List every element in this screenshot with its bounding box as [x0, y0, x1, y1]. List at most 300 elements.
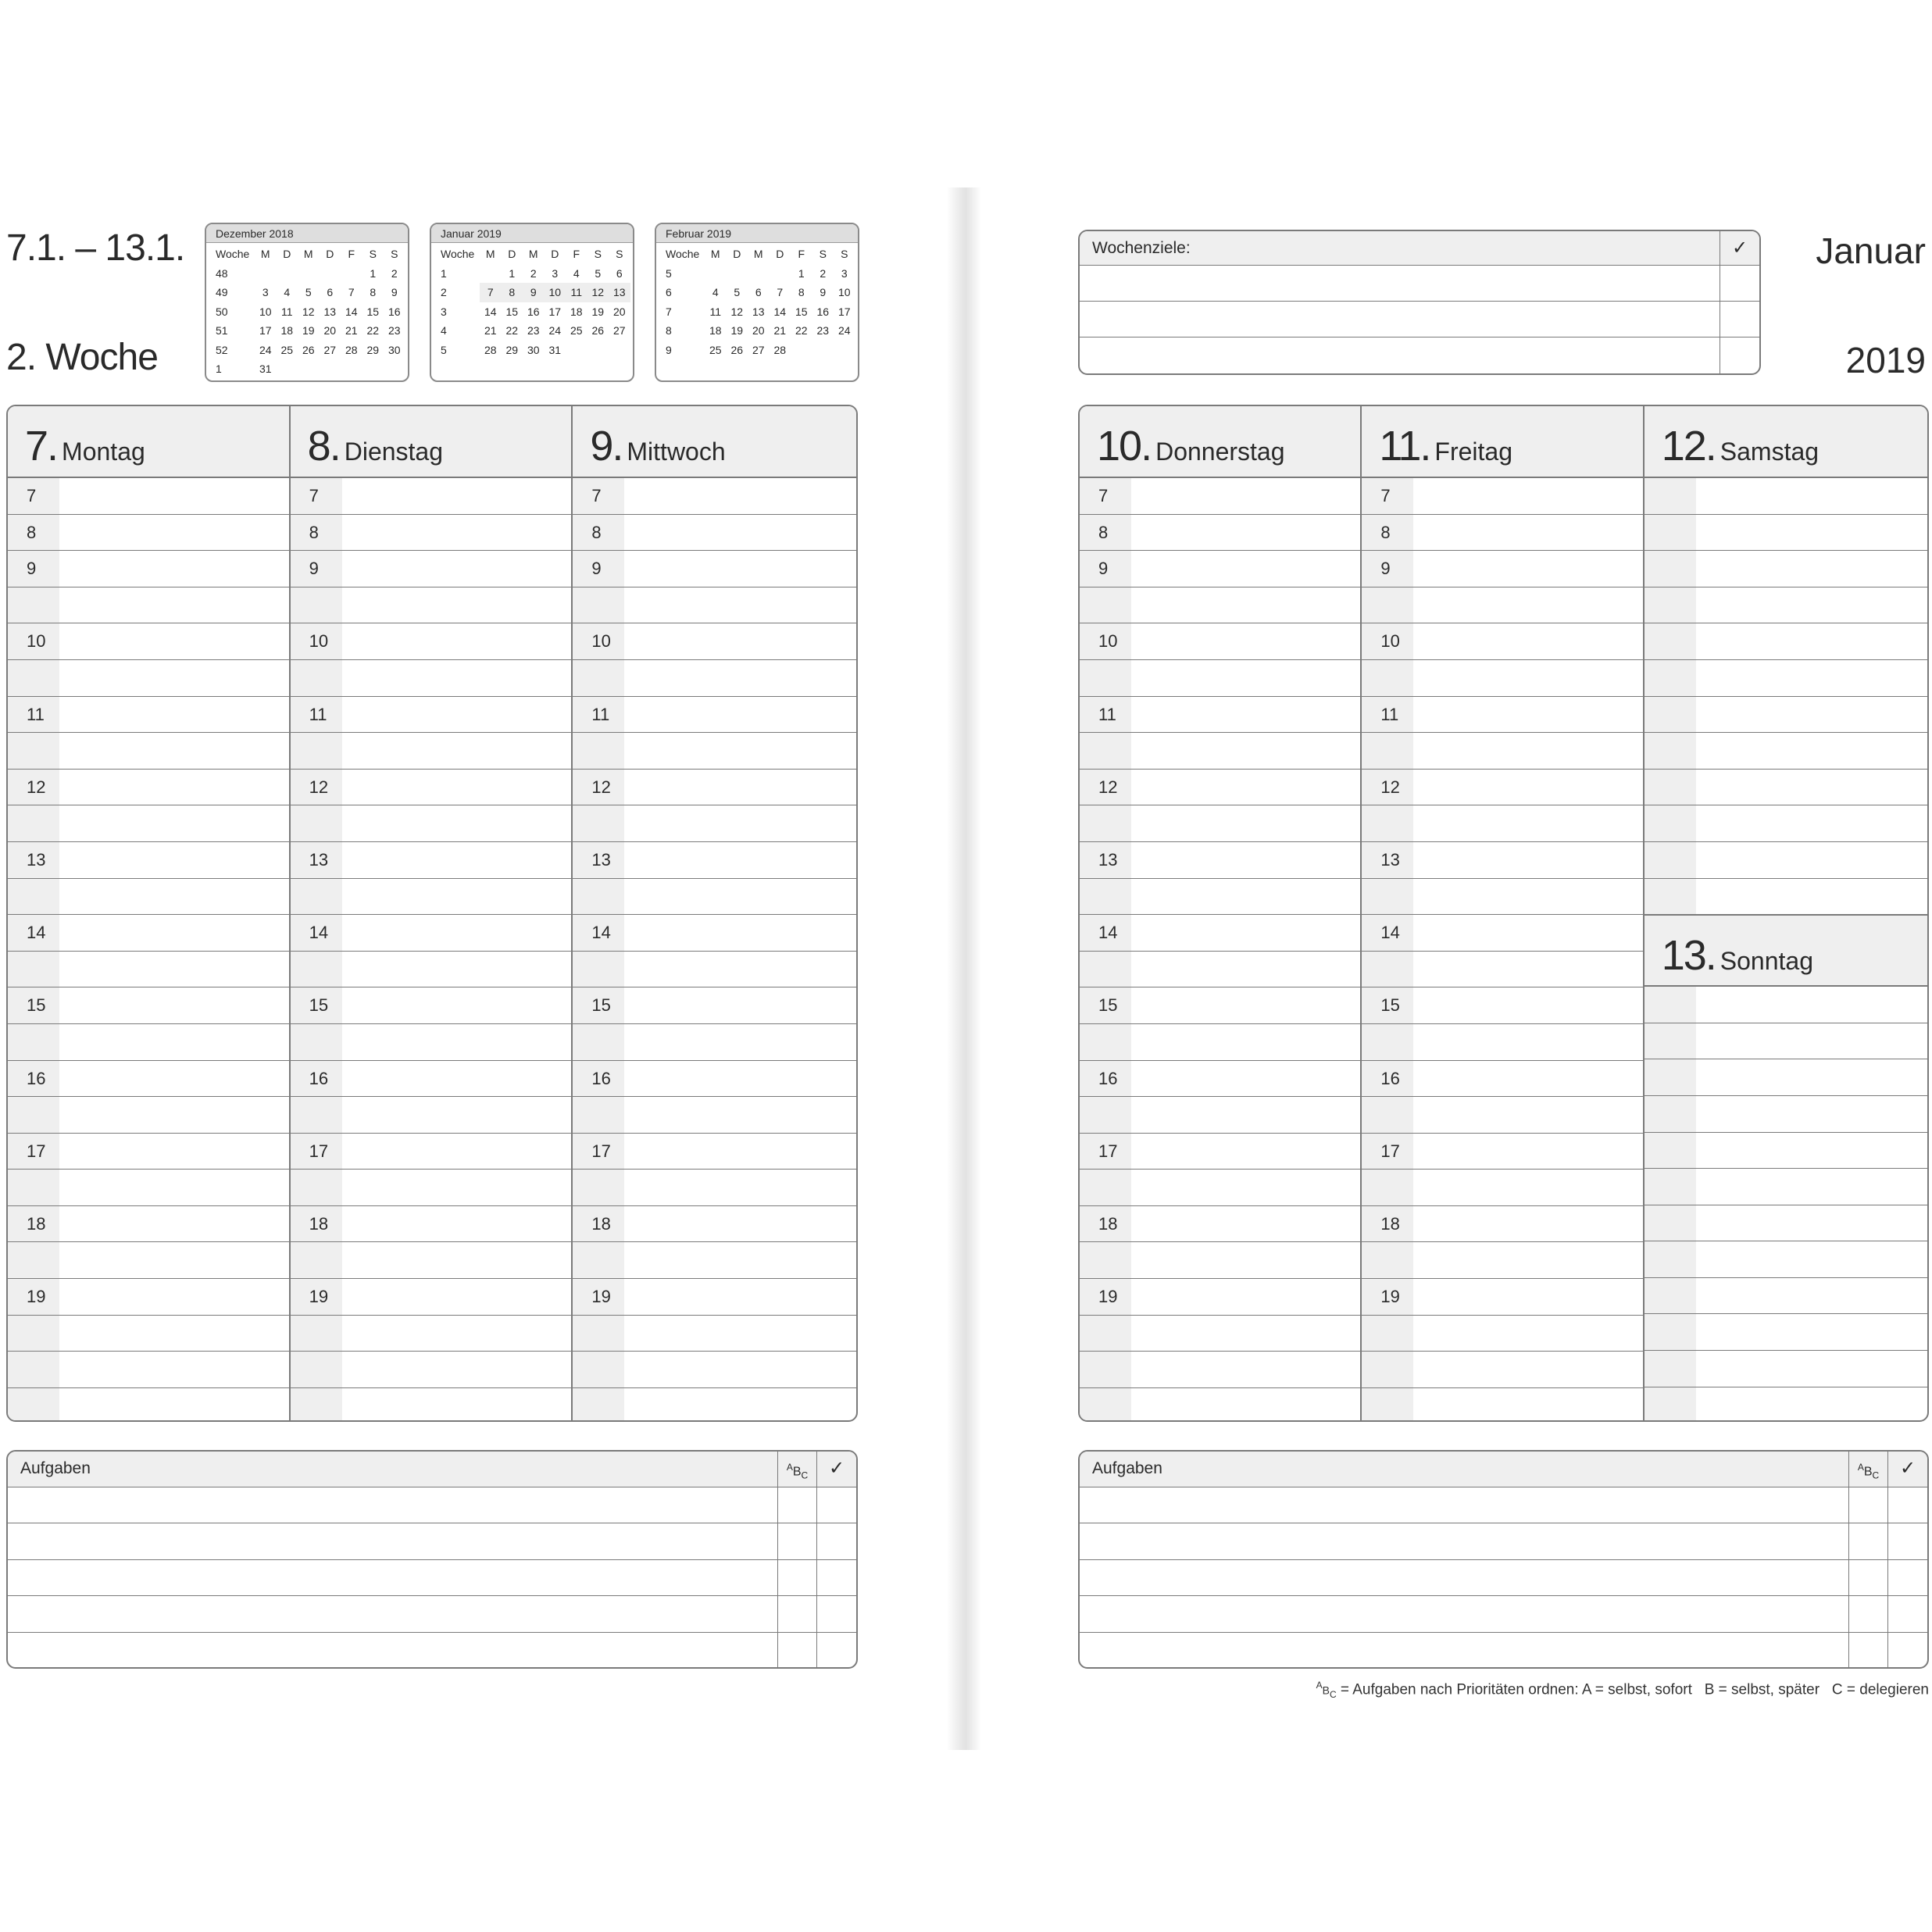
hour-label	[573, 1024, 624, 1060]
goal-text-cell[interactable]	[1080, 266, 1720, 301]
hour-label	[8, 1242, 59, 1278]
hour-cell	[1645, 478, 1696, 514]
time-slot-row[interactable]	[573, 1024, 856, 1061]
hour-label: 13	[573, 842, 624, 878]
priority-cell[interactable]	[778, 1633, 817, 1669]
hour-label: 19	[1080, 1279, 1131, 1315]
time-slot-row[interactable]	[1080, 915, 1360, 952]
time-slot-row[interactable]	[573, 733, 856, 770]
time-slot-row[interactable]	[573, 623, 856, 660]
time-slot-row[interactable]	[291, 1061, 572, 1098]
hour-label: 12	[1362, 770, 1413, 805]
time-slot-row[interactable]	[8, 733, 289, 770]
time-slot-row[interactable]	[1362, 587, 1642, 624]
hour-label: 10	[291, 623, 342, 659]
hour-cell	[1645, 587, 1696, 623]
time-slot-row[interactable]	[291, 1024, 572, 1061]
hour-label: 10	[573, 623, 624, 659]
time-slot-row[interactable]	[8, 1061, 289, 1098]
time-slot-row[interactable]	[291, 478, 572, 515]
left-day-planner	[6, 405, 858, 1422]
day-number	[25, 422, 145, 470]
time-slot-row[interactable]	[1080, 1279, 1360, 1316]
hour-label: 9	[1080, 551, 1131, 587]
task-text-cell[interactable]	[1080, 1560, 1849, 1595]
hour-label	[1362, 733, 1413, 769]
time-slot-row[interactable]	[8, 770, 289, 806]
time-slot-row[interactable]	[291, 770, 572, 806]
mini-calendar-day: 27	[752, 343, 765, 356]
mini-calendar-day: 10	[545, 283, 566, 302]
time-slot-row[interactable]	[1080, 551, 1360, 587]
hour-label: 11	[1080, 697, 1131, 733]
time-slot-row[interactable]	[291, 879, 572, 916]
time-slot-row[interactable]	[1362, 697, 1642, 734]
time-slot-row[interactable]	[1080, 733, 1360, 770]
hour-label: 14	[573, 915, 624, 951]
task-text-cell[interactable]	[8, 1596, 778, 1631]
time-slot-row[interactable]	[573, 1134, 856, 1170]
hour-label: 16	[573, 1061, 624, 1097]
task-row[interactable]	[1080, 1596, 1927, 1632]
priority-cell[interactable]	[1849, 1523, 1888, 1559]
time-slot-row[interactable]	[573, 915, 856, 952]
mini-calendar-day: 29	[505, 343, 519, 356]
task-row[interactable]	[1080, 1633, 1927, 1669]
mini-calendar-day: 24	[259, 343, 272, 356]
task-text-cell[interactable]	[1080, 1596, 1849, 1631]
time-slot-row[interactable]	[291, 515, 572, 552]
time-slot-row[interactable]	[291, 1170, 572, 1206]
time-slot-row[interactable]	[291, 733, 572, 770]
time-slot-row[interactable]	[8, 842, 289, 879]
time-slot-row[interactable]	[1645, 1059, 1927, 1096]
checkbox-cell[interactable]	[817, 1633, 856, 1669]
mini-calendar-day: 15	[366, 305, 380, 318]
time-slot-row[interactable]	[8, 551, 289, 587]
hour-label	[1080, 1097, 1131, 1133]
time-slot-row[interactable]	[291, 551, 572, 587]
time-slot-row[interactable]	[1645, 1023, 1927, 1060]
checkbox-cell[interactable]	[1720, 266, 1759, 301]
time-slot-row[interactable]	[1080, 1134, 1360, 1170]
mini-calendar-header-cell: D	[551, 248, 559, 260]
hour-label: 15	[291, 987, 342, 1023]
time-slot-row[interactable]	[1645, 623, 1927, 660]
time-slot-row[interactable]	[1645, 1169, 1927, 1205]
hour-label	[573, 733, 624, 769]
time-slot-row[interactable]	[1362, 805, 1642, 842]
task-text-cell[interactable]	[8, 1523, 778, 1559]
time-slot-row[interactable]	[1645, 1096, 1927, 1133]
time-slot-row[interactable]	[8, 1242, 289, 1279]
time-slot-row[interactable]	[573, 1388, 856, 1422]
mini-calendar-week-number: 7	[666, 305, 672, 318]
mini-calendar-day: 10	[259, 305, 272, 318]
time-slot-row[interactable]	[8, 623, 289, 660]
mini-calendar-day	[770, 264, 791, 284]
time-slot-row[interactable]	[8, 1352, 289, 1388]
time-slot-row[interactable]	[1362, 987, 1642, 1024]
time-slot-row[interactable]	[291, 587, 572, 624]
task-row[interactable]	[1080, 1523, 1927, 1559]
goal-row[interactable]	[1080, 337, 1759, 373]
time-slot-row[interactable]	[291, 1352, 572, 1388]
time-slot-row[interactable]	[1645, 1278, 1927, 1315]
mini-calendar-day: 19	[302, 324, 315, 337]
time-slot-row[interactable]	[573, 1206, 856, 1243]
time-slot-row[interactable]	[1080, 879, 1360, 916]
hour-label	[1362, 660, 1413, 696]
task-text-cell[interactable]	[1080, 1633, 1849, 1669]
time-slot-row[interactable]	[1362, 1279, 1642, 1316]
time-slot-row[interactable]	[291, 952, 572, 988]
mini-calendar-day: 21	[773, 324, 787, 337]
time-slot-row[interactable]	[1080, 805, 1360, 842]
time-slot-row[interactable]	[1645, 770, 1927, 806]
task-row[interactable]	[1080, 1560, 1927, 1596]
time-slot-row[interactable]	[1645, 879, 1927, 916]
time-slot-row[interactable]	[1080, 1206, 1360, 1243]
time-slot-row[interactable]	[8, 515, 289, 552]
time-slot-row[interactable]	[8, 987, 289, 1024]
time-slot-row[interactable]	[1080, 697, 1360, 734]
time-slot-row[interactable]	[8, 1388, 289, 1422]
time-slot-row[interactable]	[573, 1279, 856, 1316]
time-slot-row[interactable]	[1080, 587, 1360, 624]
time-slot-row[interactable]	[291, 1134, 572, 1170]
time-slot-row[interactable]	[1362, 1206, 1642, 1243]
time-slot-row[interactable]	[1362, 660, 1642, 697]
check-icon: ✓	[828, 1458, 845, 1479]
mini-calendar-day: 8	[502, 283, 523, 302]
time-slot-row[interactable]	[291, 1388, 572, 1422]
time-slot-row[interactable]	[1080, 515, 1360, 552]
hour-cell	[1645, 660, 1696, 696]
time-slot-row[interactable]	[1645, 1205, 1927, 1242]
time-slot-row[interactable]	[1645, 478, 1927, 515]
mini-calendar-day: 31	[548, 343, 562, 356]
day-name: Freitag	[1434, 437, 1512, 466]
hour-cell	[1645, 1241, 1696, 1277]
mini-calendar-day: 14	[484, 305, 497, 318]
time-slot-row[interactable]	[1362, 770, 1642, 806]
time-slot-row[interactable]	[8, 1170, 289, 1206]
time-slot-row[interactable]	[8, 805, 289, 842]
time-slot-row[interactable]	[573, 987, 856, 1024]
hour-label: 16	[291, 1061, 342, 1097]
mini-calendar-day: 22	[505, 324, 519, 337]
mini-calendar-header-cell: D	[326, 248, 334, 260]
time-slot-row[interactable]	[1645, 551, 1927, 587]
time-slot-row[interactable]	[8, 952, 289, 988]
time-slot-row[interactable]	[573, 587, 856, 624]
task-text-cell[interactable]	[1080, 1487, 1849, 1523]
time-slot-row[interactable]	[573, 1061, 856, 1098]
time-slot-row[interactable]	[1080, 623, 1360, 660]
time-slot-row[interactable]	[1645, 805, 1927, 842]
time-slot-row[interactable]	[1080, 1024, 1360, 1061]
mini-calendar-grid	[206, 243, 408, 379]
hour-cell	[1645, 1314, 1696, 1350]
time-slot-row[interactable]	[291, 1316, 572, 1352]
time-slot-row[interactable]	[8, 1279, 289, 1316]
goal-row[interactable]	[1080, 266, 1759, 302]
time-slot-row[interactable]	[1362, 879, 1642, 916]
task-text-cell[interactable]	[8, 1560, 778, 1595]
hour-label	[291, 660, 342, 696]
time-slot-row[interactable]	[573, 1242, 856, 1279]
time-slot-row[interactable]	[573, 697, 856, 734]
mini-calendar-day	[320, 359, 341, 379]
time-slot-row[interactable]	[1645, 1314, 1927, 1351]
priority-cell[interactable]	[778, 1523, 817, 1559]
time-slot-row[interactable]	[1645, 1241, 1927, 1278]
time-slot-row[interactable]	[8, 587, 289, 624]
hour-label	[573, 1352, 624, 1387]
task-text-cell[interactable]	[8, 1633, 778, 1669]
time-slot-row[interactable]	[1645, 987, 1927, 1023]
time-slot-row[interactable]	[1645, 1351, 1927, 1387]
mini-calendar-day	[480, 264, 502, 284]
task-text-cell[interactable]	[8, 1487, 778, 1523]
hour-label	[1362, 805, 1413, 841]
time-slot-row[interactable]	[8, 879, 289, 916]
hour-label	[8, 1097, 59, 1133]
weekly-goals-table	[1078, 230, 1761, 375]
time-slot-row[interactable]	[573, 478, 856, 515]
hour-cell	[1645, 842, 1696, 878]
priority-cell[interactable]	[1849, 1633, 1888, 1669]
mini-calendar-day: 15	[795, 305, 808, 318]
checkbox-cell[interactable]	[817, 1523, 856, 1559]
time-slot-row[interactable]	[1362, 623, 1642, 660]
priority-cell[interactable]	[1849, 1487, 1888, 1523]
time-slot-row[interactable]	[291, 1097, 572, 1134]
time-slot-row[interactable]	[573, 952, 856, 988]
time-slot-row[interactable]	[1362, 733, 1642, 770]
task-row[interactable]	[8, 1596, 856, 1632]
time-slot-row[interactable]	[1080, 478, 1360, 515]
time-slot-row[interactable]	[1080, 770, 1360, 806]
day-number-text: 10.	[1097, 423, 1152, 470]
goal-text-cell[interactable]	[1080, 302, 1720, 337]
hour-label	[573, 660, 624, 696]
hour-label	[291, 587, 342, 623]
day-header	[8, 406, 289, 478]
goal-row[interactable]	[1080, 302, 1759, 337]
hour-label: 8	[8, 515, 59, 551]
time-slot-row[interactable]	[8, 1316, 289, 1352]
week-label: 2. Woche	[6, 337, 158, 378]
mini-calendar-header-cell: S	[391, 248, 398, 260]
time-slot-row[interactable]	[1362, 1242, 1642, 1279]
time-slot-row[interactable]	[1362, 1134, 1642, 1170]
task-row[interactable]	[8, 1560, 856, 1596]
mini-calendar-week-number: 52	[216, 343, 228, 356]
task-row[interactable]	[1080, 1487, 1927, 1523]
time-slot-row[interactable]	[291, 842, 572, 879]
time-slot-row[interactable]	[1645, 587, 1927, 624]
time-slot-row[interactable]	[1645, 842, 1927, 879]
time-slot-row[interactable]	[1080, 660, 1360, 697]
hour-label: 10	[8, 623, 59, 659]
hour-label: 19	[291, 1279, 342, 1315]
time-slot-row[interactable]	[1362, 1388, 1642, 1422]
checkbox-cell[interactable]	[1888, 1633, 1927, 1669]
time-slot-row[interactable]	[1362, 1352, 1642, 1388]
mini-calendar-header-cell: Woche	[441, 248, 475, 260]
hour-label: 14	[8, 915, 59, 951]
checkbox-cell[interactable]	[1888, 1523, 1927, 1559]
time-slot-row[interactable]	[291, 987, 572, 1024]
time-slot-row[interactable]	[291, 623, 572, 660]
time-slot-row[interactable]	[573, 1170, 856, 1206]
left-tasks-table	[6, 1450, 858, 1669]
mini-calendar-header-cell: D	[733, 248, 741, 260]
goal-text-cell[interactable]	[1080, 337, 1720, 373]
task-row[interactable]	[8, 1633, 856, 1669]
time-slot-row[interactable]	[573, 1352, 856, 1388]
hour-label: 11	[573, 697, 624, 733]
time-slot-row[interactable]	[1362, 478, 1642, 515]
mini-calendar-day: 13	[752, 305, 765, 318]
time-slot-row[interactable]	[1362, 1316, 1642, 1352]
day-number	[590, 422, 725, 470]
time-slot-row[interactable]	[1080, 1061, 1360, 1098]
time-slot-row[interactable]	[8, 915, 289, 952]
time-slot-row[interactable]	[573, 805, 856, 842]
time-slot-row[interactable]	[8, 1024, 289, 1061]
time-slot-row[interactable]	[1362, 1024, 1642, 1061]
hour-label	[8, 952, 59, 987]
priority-cell[interactable]	[1849, 1596, 1888, 1631]
checkbox-cell[interactable]	[817, 1596, 856, 1631]
time-slot-row[interactable]	[291, 697, 572, 734]
time-slot-row[interactable]	[1080, 1352, 1360, 1388]
time-slot-row[interactable]	[291, 1242, 572, 1279]
time-slot-row[interactable]	[573, 842, 856, 879]
time-slot-row[interactable]	[1080, 1097, 1360, 1134]
time-slot-row[interactable]	[1645, 1387, 1927, 1422]
time-slot-row[interactable]	[1362, 1061, 1642, 1098]
task-row[interactable]	[8, 1487, 856, 1523]
hour-label	[1362, 1316, 1413, 1352]
priority-cell[interactable]	[778, 1560, 817, 1595]
hour-label	[1362, 1352, 1413, 1387]
time-slot-row[interactable]	[291, 1279, 572, 1316]
time-slot-row[interactable]	[1362, 842, 1642, 879]
task-row[interactable]	[8, 1523, 856, 1559]
mini-calendar-day: 21	[345, 324, 358, 337]
mini-calendar-header-cell: D	[508, 248, 516, 260]
time-slot-row[interactable]	[1645, 515, 1927, 552]
checkbox-cell[interactable]	[817, 1560, 856, 1595]
time-slot-row[interactable]	[8, 1134, 289, 1170]
time-slot-row[interactable]	[1362, 551, 1642, 587]
time-slot-row[interactable]	[1080, 1170, 1360, 1206]
time-slot-row[interactable]	[291, 805, 572, 842]
priority-cell[interactable]	[1849, 1560, 1888, 1595]
time-slot-row[interactable]	[1645, 697, 1927, 734]
time-slot-row[interactable]	[573, 660, 856, 697]
page-gutter	[947, 187, 981, 1750]
time-slot-row[interactable]	[291, 915, 572, 952]
time-slot-row[interactable]	[8, 1097, 289, 1134]
hour-label	[291, 1352, 342, 1387]
time-slot-row[interactable]	[1080, 952, 1360, 988]
time-slot-row[interactable]	[1645, 733, 1927, 770]
mini-calendar-day: 26	[591, 324, 605, 337]
checkbox-cell[interactable]	[817, 1487, 856, 1523]
hour-label: 9	[291, 551, 342, 587]
day-name: Donnerstag	[1155, 437, 1285, 466]
checkbox-cell[interactable]	[1888, 1487, 1927, 1523]
time-slot-row[interactable]	[1080, 1316, 1360, 1352]
time-slot-row[interactable]	[1362, 915, 1642, 952]
time-slot-row[interactable]	[1645, 660, 1927, 697]
priority-cell[interactable]	[778, 1487, 817, 1523]
hour-label: 16	[1362, 1061, 1413, 1097]
time-slot-row[interactable]	[8, 697, 289, 734]
checkbox-cell[interactable]	[1720, 302, 1759, 337]
time-slot-row[interactable]	[1080, 1388, 1360, 1422]
time-slot-row[interactable]	[1080, 987, 1360, 1024]
time-slot-row[interactable]	[573, 551, 856, 587]
time-slot-row[interactable]	[1080, 1242, 1360, 1279]
checkbox-cell[interactable]	[1888, 1560, 1927, 1595]
priority-cell[interactable]	[778, 1596, 817, 1631]
time-slot-row[interactable]	[8, 660, 289, 697]
time-slot-row[interactable]	[8, 1206, 289, 1243]
time-slot-row[interactable]	[573, 879, 856, 916]
hour-label	[291, 879, 342, 915]
checkbox-cell[interactable]	[1720, 337, 1759, 373]
time-slot-row[interactable]	[1362, 1170, 1642, 1206]
hour-label: 14	[1080, 915, 1131, 951]
mini-calendar-day: 7	[777, 286, 784, 298]
checkbox-cell[interactable]	[1888, 1596, 1927, 1631]
mini-calendar-header-cell: M	[753, 248, 763, 260]
date-range: 7.1. – 13.1.	[6, 227, 185, 269]
hour-label: 11	[1362, 697, 1413, 733]
day-number-text: 11.	[1379, 423, 1430, 470]
mini-calendar-day	[587, 341, 609, 360]
time-slot-row[interactable]	[573, 1097, 856, 1134]
time-slot-row[interactable]	[291, 660, 572, 697]
time-slot-row[interactable]	[8, 478, 289, 515]
task-text-cell[interactable]	[1080, 1523, 1849, 1559]
time-slot-row[interactable]	[1645, 1133, 1927, 1170]
time-slot-row[interactable]	[1362, 1097, 1642, 1134]
time-slot-row[interactable]	[573, 1316, 856, 1352]
time-slot-row[interactable]	[1080, 842, 1360, 879]
time-slot-row[interactable]	[573, 515, 856, 552]
time-slot-row[interactable]	[573, 770, 856, 806]
time-slot-row[interactable]	[291, 1206, 572, 1243]
time-slot-row[interactable]	[1362, 515, 1642, 552]
day-number	[1662, 931, 1813, 980]
hour-label: 17	[291, 1134, 342, 1170]
mini-calendar-day: 12	[587, 283, 609, 302]
mini-calendar-header-cell: M	[485, 248, 495, 260]
mini-calendar-day: 25	[709, 343, 722, 356]
hour-cell	[1645, 1205, 1696, 1241]
year-title: 2019	[1845, 340, 1926, 380]
abc-priority-header: $^AB_C$	[778, 1452, 817, 1487]
time-slot-row[interactable]	[1362, 952, 1642, 988]
mini-calendar-header-cell: M	[260, 248, 270, 260]
